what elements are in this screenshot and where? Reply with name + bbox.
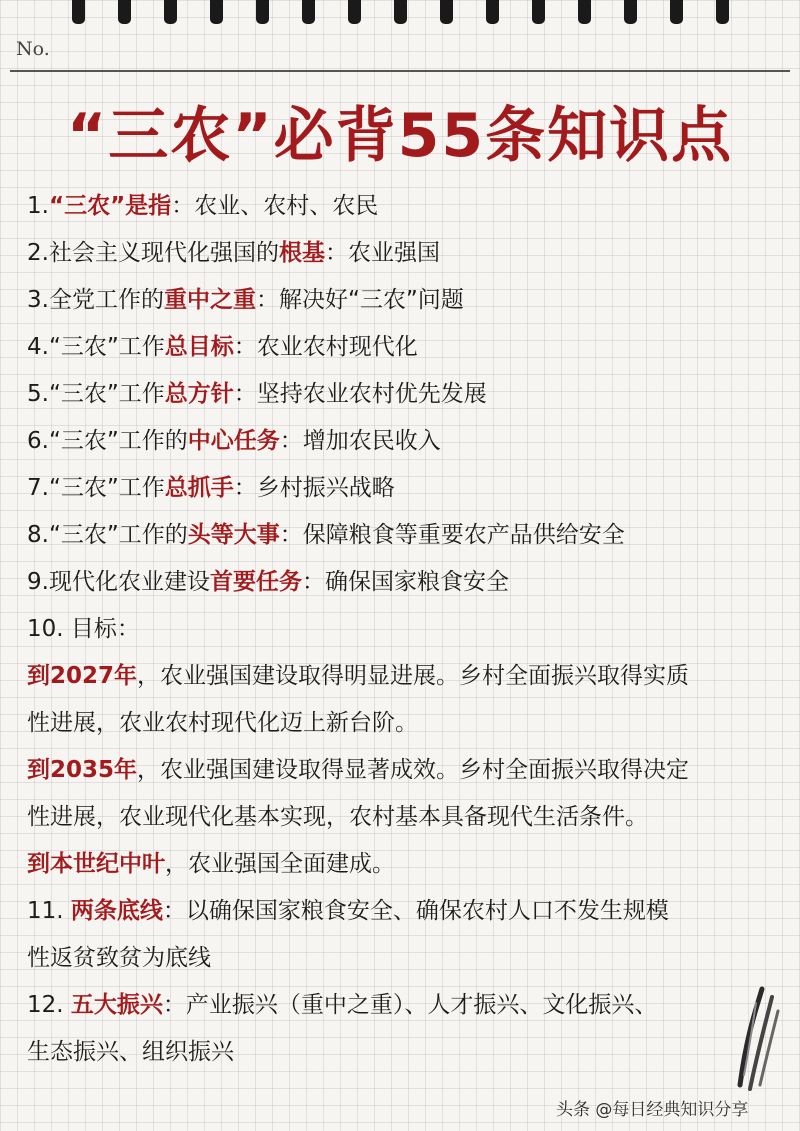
item-number: 11. (27, 898, 64, 924)
goal-2035-line: 性进展，农业现代化基本实现，农村基本具备现代生活条件。 (27, 804, 648, 830)
item-text: “三农”工作的 (48, 428, 188, 454)
item-text: ：坚持农业农村优先发展 (233, 381, 487, 407)
binding-ring (440, 0, 453, 24)
goals-heading: 10. 目标： (27, 616, 140, 642)
item-text: ：农业强国 (324, 240, 440, 266)
list-item-continuation: 生态振兴、组织振兴 (27, 1039, 234, 1065)
item-text: ：农业农村现代化 (233, 334, 418, 360)
binding-ring (210, 0, 223, 24)
ink-brush-mark (732, 985, 782, 1095)
item-text: ：乡村振兴战略 (233, 475, 395, 501)
binding-ring (532, 0, 545, 24)
binding-ring (624, 0, 637, 24)
item-text: “三农”工作 (48, 475, 165, 501)
item-keyword: 重中之重 (163, 287, 256, 313)
item-text: ：农业、农村、农民 (171, 193, 379, 219)
item-text: 全党工作的 (48, 287, 164, 313)
list-item (27, 277, 787, 324)
goal-text: ，农业强国全面建成。 (165, 851, 395, 877)
goal-keyword: 到2027年 (27, 663, 138, 689)
list-item (27, 888, 787, 935)
goal-text: ，农业强国建设取得显著成效。乡村全面振兴取得决定 (137, 757, 690, 783)
item-text: ：增加农民收入 (279, 428, 441, 454)
page-title: “三农”必背55条知识点 (66, 101, 734, 171)
item-number: 4. (27, 334, 49, 360)
item-keyword: 五大振兴 (70, 992, 163, 1018)
item-keyword: 两条底线 (70, 898, 163, 924)
binding-ring (578, 0, 591, 24)
item-text: “三农”工作 (48, 334, 165, 360)
binding-ring (256, 0, 269, 24)
binding-ring (394, 0, 407, 24)
binding-ring (164, 0, 177, 24)
item-keyword: 首要任务 (209, 569, 302, 595)
binding-ring (72, 0, 85, 24)
list-item (27, 418, 787, 465)
item-keyword: 中心任务 (187, 428, 280, 454)
item-text: “三农”工作 (48, 381, 165, 407)
item-text: ：保障粮食等重要农产品供给安全 (279, 522, 625, 548)
goal-text: ，农业强国建设取得明显进展。乡村全面振兴取得实质 (137, 663, 690, 689)
item-text: ：解决好“三农”问题 (255, 287, 464, 313)
binding-ring (486, 0, 499, 24)
binding-ring (716, 0, 729, 24)
item-number: 3. (27, 287, 49, 313)
goal-midcentury-line (27, 841, 787, 888)
notebook-binding (0, 0, 800, 30)
page-number-label: No. (16, 38, 50, 60)
item-keyword: 总方针 (164, 381, 234, 407)
list-item (27, 183, 787, 230)
list-item (27, 230, 787, 277)
list-item (27, 982, 787, 1029)
item-text: ：产业振兴（重中之重）、人才振兴、文化振兴、 (162, 992, 658, 1018)
item-number: 9. (27, 569, 49, 595)
goal-keyword: 到2035年 (27, 757, 138, 783)
binding-ring (118, 0, 131, 24)
list-item (27, 559, 787, 606)
item-number: 1. (27, 193, 49, 219)
goal-2027-line: 性进展，农业农村现代化迈上新台阶。 (27, 710, 418, 736)
watermark: 头条 @每日经典知识分享 (556, 1100, 749, 1120)
item-number: 12. (27, 992, 64, 1018)
item-number: 7. (27, 475, 49, 501)
header-divider (10, 70, 790, 72)
item-keyword: 根基 (278, 240, 325, 266)
list-item (27, 324, 787, 371)
item-text: 社会主义现代化强国的 (48, 240, 279, 266)
item-keyword: “三农”是指 (48, 193, 172, 219)
knowledge-list (27, 183, 787, 1076)
item-number: 5. (27, 381, 49, 407)
list-item (27, 371, 787, 418)
item-keyword: 总目标 (164, 334, 234, 360)
item-number: 2. (27, 240, 49, 266)
item-text: 现代化农业建设 (48, 569, 210, 595)
goal-keyword: 到本世纪中叶 (27, 851, 165, 877)
item-number: 6. (27, 428, 49, 454)
item-number: 8. (27, 522, 49, 548)
binding-ring (302, 0, 315, 24)
goal-2027-line (27, 653, 787, 700)
list-item-continuation: 性返贫致贫为底线 (27, 945, 211, 971)
list-item (27, 465, 787, 512)
item-text: ：以确保国家粮食安全、确保农村人口不发生规模 (162, 898, 669, 924)
item-text: ：确保国家粮食安全 (301, 569, 509, 595)
binding-ring (348, 0, 361, 24)
goal-2035-line (27, 747, 787, 794)
list-item (27, 512, 787, 559)
item-text: “三农”工作的 (48, 522, 188, 548)
item-keyword: 头等大事 (187, 522, 280, 548)
binding-ring (670, 0, 683, 24)
item-keyword: 总抓手 (164, 475, 234, 501)
